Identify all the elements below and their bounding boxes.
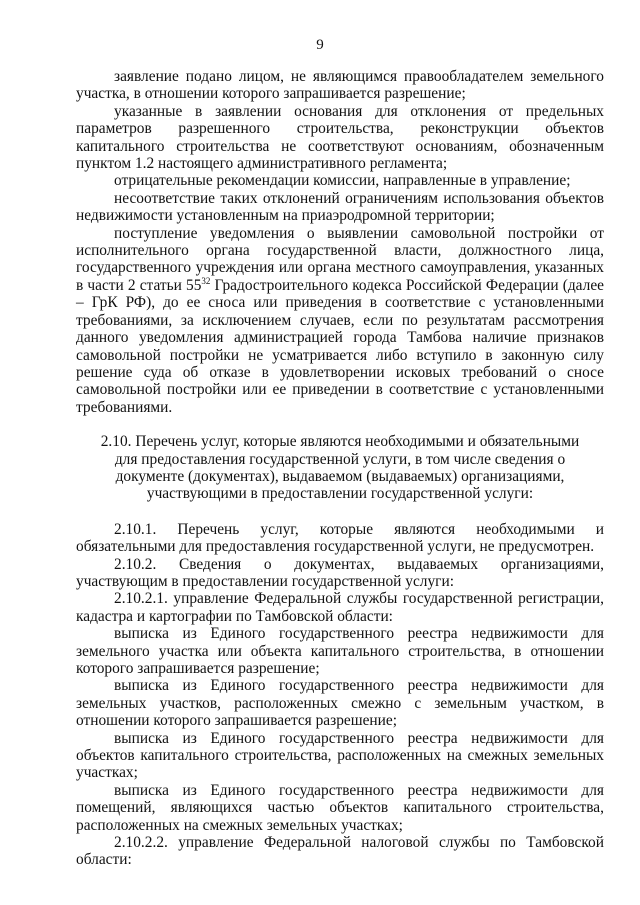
paragraph-2-10-2-1: 2.10.2.1. управление Федеральной службы государственной регистрации, кадастра и картографии по Тамбовской области:	[76, 590, 604, 625]
paragraph-negative-recommendations: отрицательные рекомендации комиссии, направленные в управление;	[114, 172, 571, 190]
document-body	[76, 68, 604, 869]
paragraph-2-10-2-2: 2.10.2.2. управление Федеральной налоговой службы по Тамбовской области:	[76, 834, 604, 869]
paragraph-extract-adjacent-buildings: выписка из Единого государственного реестра недвижимости для объектов капитального строительства, расположенных на смежных земельных участках;	[76, 729, 604, 782]
paragraph-unauthorized-building	[76, 225, 604, 416]
paragraph-grounds-mismatch: указанные в заявлении основания для отклонения от предельных параметров разрешенного строительства, реконструкции объектов капитального строительства не соответствуют основаниям, обозначенным пунктом 1.2 настоящего административного регламента;	[76, 102, 604, 173]
paragraph-extract-land-plot: выписка из Единого государственного реестра недвижимости для земельного участка или объекта капитального строительства, в отношении которого запрашивается разрешение;	[76, 625, 604, 677]
paragraph-extract-premises: выписка из Единого государственного реестра недвижимости для помещений, являющихся частью объектов капитального строительства, расположенных на смежных земельных участках;	[76, 781, 604, 834]
paragraph-unauthorized-building-start: поступление уведомления о выявлении самовольной постройки от исполнительного органа государственной власти, должностного лица, государственного учреждения или органа местного самоуправления, указанных в части 2 статьи 55	[76, 224, 604, 294]
section-heading-2-10: 2.10. Перечень услуг, которые являются необходимыми и обязательными для предоставления государственной услуги, в том числе сведения о документе (документах), выдаваемом (выдаваемых) организациями, участвующими в предоставлении государственной услуги:	[100, 433, 580, 503]
page-number: 9	[316, 37, 324, 53]
article-superscript: 32	[201, 275, 211, 286]
paragraph-unauthorized-building-end: Градостроительного кодекса Российской Федерации (далее – ГрК РФ), до ее сноса или приведения в соответствие с установленными требованиями, за исключением случаев, если по результатам рассмотрения данного уведомления администрацией города Тамбова наличие признаков самовольной постройки не усматривается либо вступило в законную силу решение суда об отказе в удовлетворении исковых требований о сносе самовольной постройки или ее приведении в соответствие с установленными требованиями.	[76, 276, 604, 416]
paragraph-2-10-1: 2.10.1. Перечень услуг, которые являются необходимыми и обязательными для предоставления государственной услуги, не предусмотрен.	[76, 520, 604, 556]
paragraph-airfield-restrictions: несоответствие таких отклонений ограничениям использования объектов недвижимости установленным на приаэродромной территории;	[76, 189, 604, 225]
paragraph-applicant-not-owner: заявление подано лицом, не являющимся правообладателем земельного участка, в отношении которого запрашивается разрешение;	[76, 68, 604, 103]
paragraph-2-10-2: 2.10.2. Сведения о документах, выдаваемых организациями, участвующим в предоставлении государственной услуги:	[76, 555, 604, 590]
paragraph-extract-adjacent-plots: выписка из Единого государственного реестра недвижимости для земельных участков, расположенных смежно с земельным участком, в отношении которого запрашивается разрешение;	[76, 677, 604, 730]
